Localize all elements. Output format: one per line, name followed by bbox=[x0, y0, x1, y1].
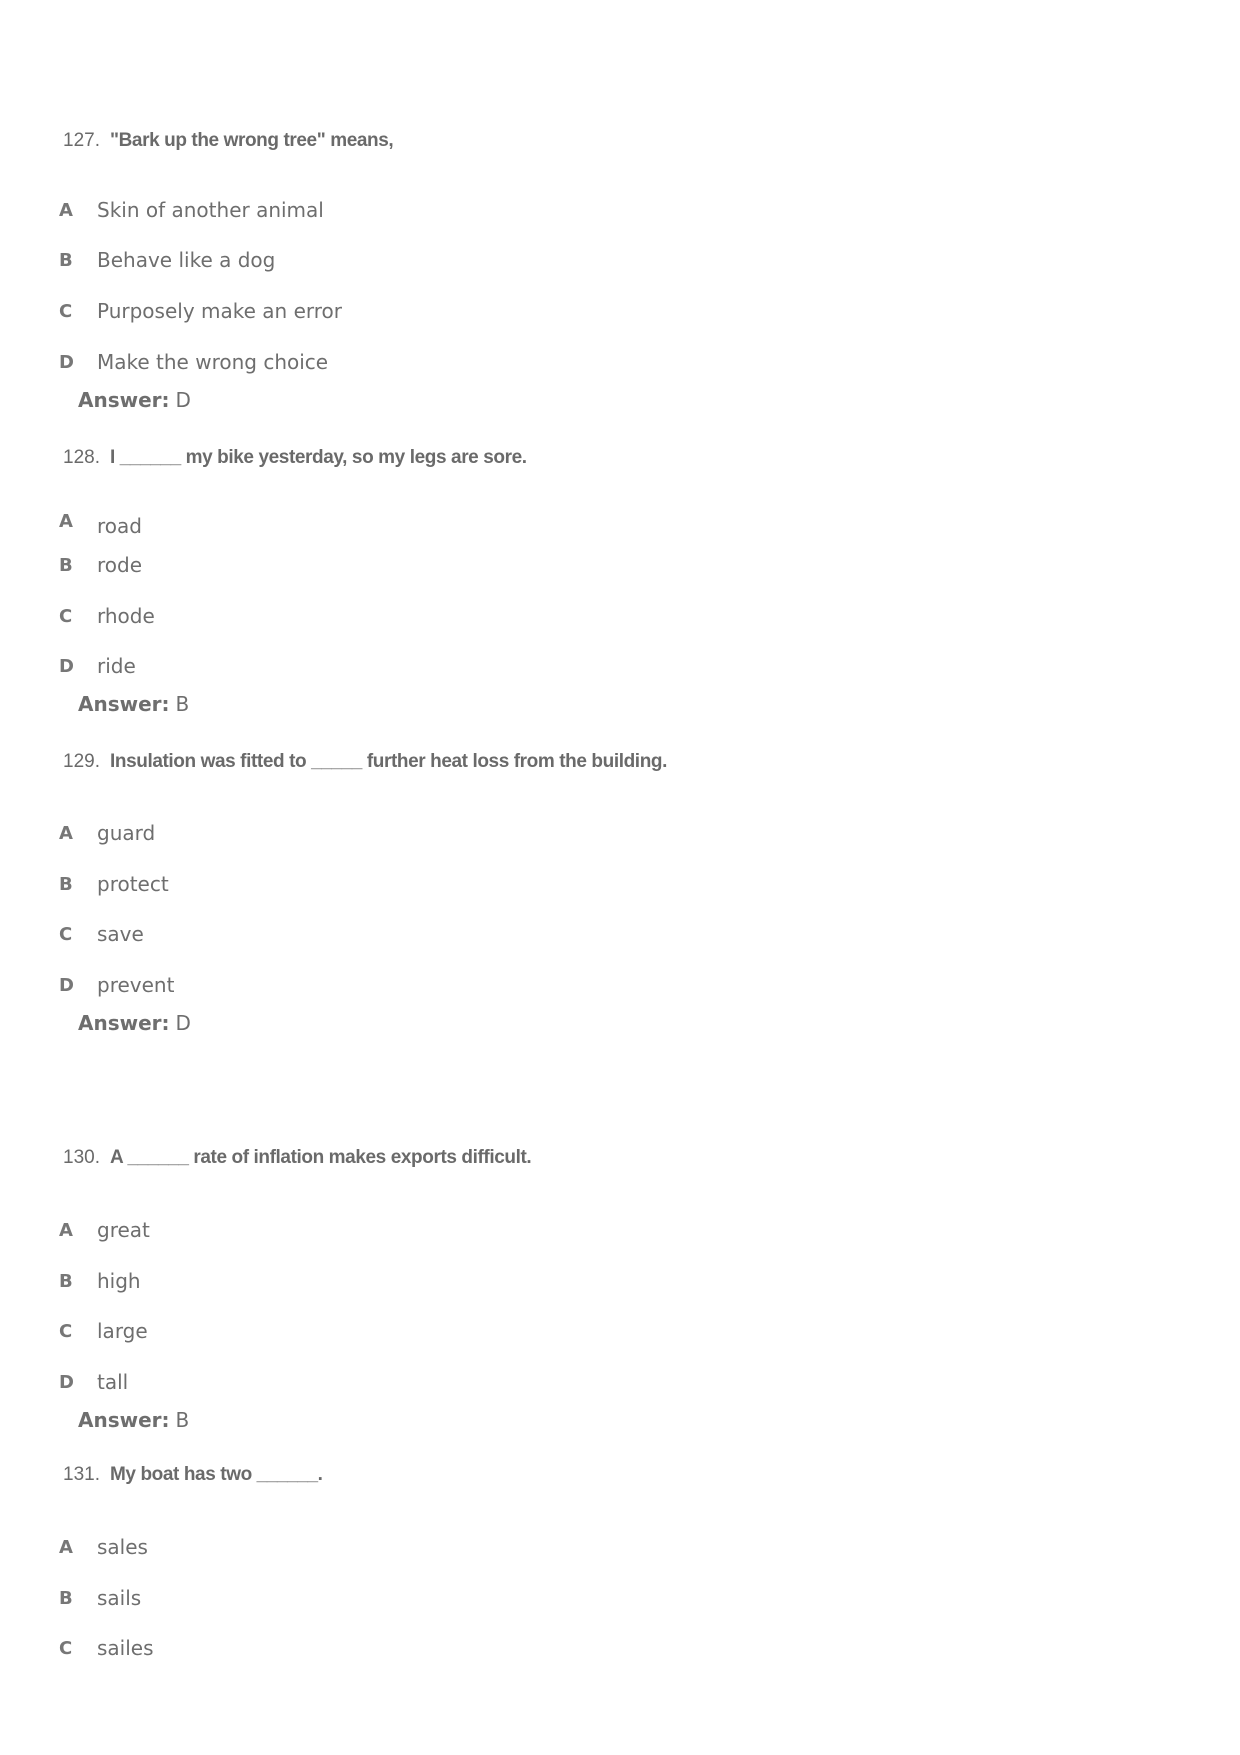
option-letter: B bbox=[59, 250, 73, 271]
answer-value: B bbox=[175, 1408, 190, 1432]
option-text: sales bbox=[97, 1535, 148, 1559]
option-text: protect bbox=[97, 872, 169, 896]
question-text: My boat has two ______. bbox=[109, 1464, 323, 1485]
question-text: I ______ my bike yesterday, so my legs are sore. bbox=[109, 447, 527, 468]
answer-line bbox=[78, 388, 191, 412]
option-letter: C bbox=[59, 1638, 73, 1659]
answer-label: Answer: bbox=[78, 1408, 170, 1432]
option-text: Purposely make an error bbox=[97, 299, 342, 323]
option-letter: C bbox=[59, 301, 73, 322]
option-text: ride bbox=[97, 654, 136, 678]
question-127 bbox=[63, 130, 393, 152]
option-text: Make the wrong choice bbox=[97, 350, 329, 374]
option-text: prevent bbox=[97, 973, 175, 997]
option-text: road bbox=[97, 514, 142, 538]
answer-line bbox=[78, 1011, 191, 1035]
option-text: rhode bbox=[97, 604, 155, 628]
option-letter: D bbox=[59, 975, 74, 996]
option-letter: C bbox=[59, 606, 73, 627]
answer-label: Answer: bbox=[78, 692, 170, 716]
option-text: rode bbox=[97, 553, 143, 577]
option-text: great bbox=[97, 1218, 150, 1242]
question-number: 127. bbox=[63, 130, 100, 151]
option-text: sails bbox=[97, 1586, 142, 1610]
answer-line bbox=[78, 1408, 189, 1432]
option-letter: B bbox=[59, 555, 73, 576]
question-number: 128. bbox=[63, 447, 100, 468]
option-text: guard bbox=[97, 821, 156, 845]
option-letter: D bbox=[59, 352, 74, 373]
option-letter: A bbox=[59, 200, 73, 221]
option-text: sailes bbox=[97, 1636, 154, 1660]
question-131 bbox=[63, 1464, 323, 1486]
option-text: save bbox=[97, 922, 144, 946]
answer-value: D bbox=[175, 1011, 191, 1035]
option-text: large bbox=[97, 1319, 148, 1343]
question-130 bbox=[63, 1147, 531, 1169]
option-letter: D bbox=[59, 656, 74, 677]
answer-label: Answer: bbox=[78, 1011, 170, 1035]
option-letter: A bbox=[59, 511, 73, 532]
question-129 bbox=[63, 751, 667, 773]
option-letter: A bbox=[59, 1220, 73, 1241]
question-number: 130. bbox=[63, 1147, 100, 1168]
option-letter: C bbox=[59, 1321, 73, 1342]
option-text: Skin of another animal bbox=[97, 198, 324, 222]
question-text: "Bark up the wrong tree" means, bbox=[109, 130, 394, 151]
option-letter: A bbox=[59, 1537, 73, 1558]
question-128 bbox=[63, 447, 527, 469]
option-text: Behave like a dog bbox=[97, 248, 276, 272]
answer-value: B bbox=[175, 692, 190, 716]
option-text: high bbox=[97, 1269, 141, 1293]
option-letter: B bbox=[59, 874, 73, 895]
question-number: 129. bbox=[63, 751, 100, 772]
answer-line bbox=[78, 692, 189, 716]
option-letter: B bbox=[59, 1271, 73, 1292]
option-letter: C bbox=[59, 924, 73, 945]
question-text: Insulation was fitted to _____ further heat loss from the building. bbox=[109, 751, 667, 772]
option-letter: B bbox=[59, 1588, 73, 1609]
option-text: tall bbox=[97, 1370, 129, 1394]
question-text: A ______ rate of inflation makes exports difficult. bbox=[109, 1147, 532, 1168]
option-letter: D bbox=[59, 1372, 74, 1393]
answer-value: D bbox=[175, 388, 191, 412]
question-number: 131. bbox=[63, 1464, 100, 1485]
answer-label: Answer: bbox=[78, 388, 170, 412]
option-letter: A bbox=[59, 823, 73, 844]
